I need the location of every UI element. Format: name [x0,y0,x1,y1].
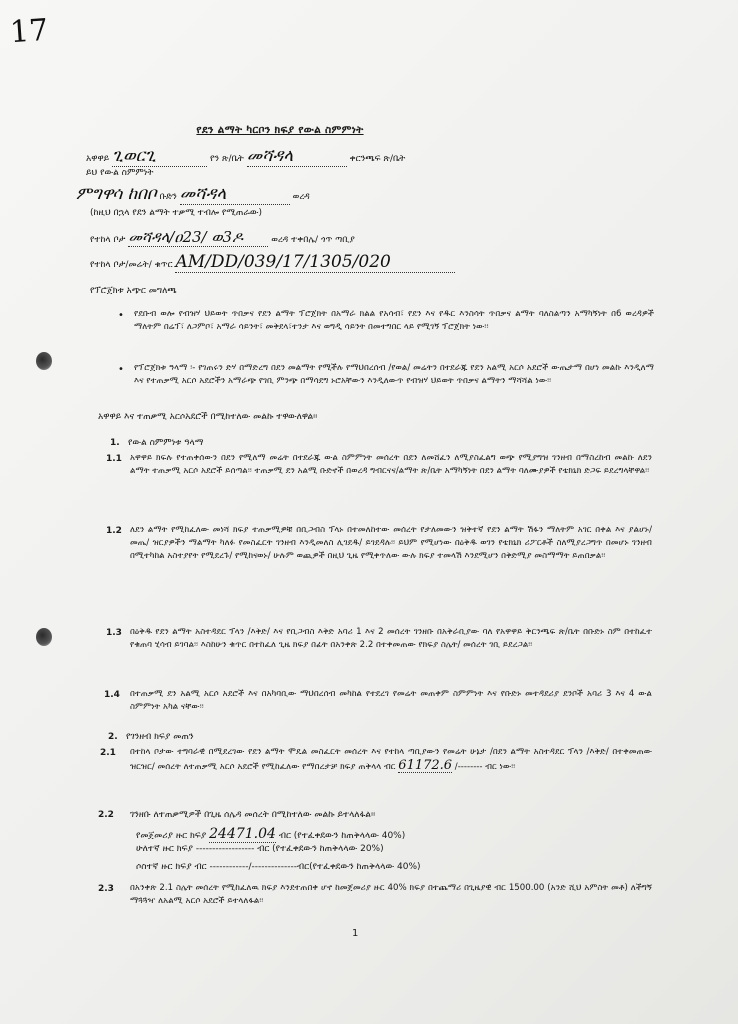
label: ሁለተኛ ዙር ክፍያ [136,844,193,854]
handwritten-page-mark: 17 [8,12,50,51]
label: ቀርንጫፍ ጽ/ቤት [349,154,406,164]
document-title: የደን ልማት ካርቦን ክፍያ የውል ስምምነት [196,124,364,136]
handwritten-name: ጊወርጊ [112,146,207,167]
intro-line: አዋዋይ እና ተጠቃሚ አርሶአደሮች በሚከተለው መልኩ ተዋውለዋል፡፡ [98,412,318,422]
clause-paragraph: አዋዋይ ክፍሉ የተጠቀሰውን በደን የሚለማ መሬት በተደራጁ ውል ስምምነት መሰረት በደን ለመሸፈን ለሚያስፈልግ ወጭ የሚያግዝ ገንዘብ በማስረከብ መልኩ ለደን ልማት ተጠቃሚ አርሶ አደሮች ይሰጣል፡፡ ተጠቃሚ ደን አልሚ ቡድኖች በወረዳ ግብርናና/ልማት ጽ/ቤት አማካኝነት በደን ልማት ባለሙያዎች የቴክኒክ ድጋፍ ይደረግላቸዋል፡፡ [130,453,652,477]
header-line-5 [90,228,355,247]
clause-number: 2.1 [100,748,116,758]
handwritten-site: መሻዳላ/ዐ23/ ወ3ዶ [128,228,268,247]
bullet-paragraph-2: የፕሮጀክቱ ዓላማ ፡- የገጠሩን ድሃ በማድረግ በደን መልማት የሚችሉ የማህበረሰብ /የወል/ መሬትን በተደራጁ የደን አልሚ አርሶ አደሮች ውጤታማ በሆነ መልኩ እንዲለማ እና የተጠቃሚ አርሶ አደሮችን አማራጭ የገቢ ምንጭ በማሳደግ ኑሮአቸውን እንዲለውጥ የብዝሃ ህይወት ጥበቃና ልማትን ማሻሻል ነው፡፡ [134,363,654,387]
header-line-3 [76,184,310,205]
clause-lead: ገንዘቡ ለተጠቃሚዎች በጊዜ ሰሌዳ መሰረት በሚከተለው መልኩ ይተላለፋል፡፡ [130,810,376,820]
handwritten-amount: 24471.04 [209,826,276,842]
bullet-dot: • [118,310,124,321]
clause-number: 1.4 [104,690,120,700]
label: አዋዋይ [86,154,110,164]
header-line-1 [86,146,405,167]
handwritten-office: መሻዳላ [247,146,347,167]
clause-number: 2.3 [98,884,114,894]
project-summary-heading: የፕሮጀክቱ አጭር መግለጫ [90,286,177,296]
label: ------------/--------------ብር(የተፈቀደውን ከጠቅላላው 40%) [209,862,421,872]
label: ብር (የተፈቀደውን ከጠቅላላው 40%) [278,831,406,841]
label: ቡድን [159,192,177,202]
punch-hole [36,628,52,646]
bullet-paragraph-1: የደቡብ ወሎ የብዝሃ ህይወት ጥበቃና የደን ልማት ፕሮጀክት በአማራ ክልል የአሳብ፣ የደን እና የዱር እንስሳት ጥበቃና ልማት ባለስልጣን አማካኝነት በ6 ወረዳዎች ማለትም በሬፕ፣ ለጋምቦ፣ አማራ ሳይንት፣ መቅደላ፣ተንታ እና ወግዲ ሳይንት በመተግበር ላይ የሚገኝ ፕሮጀክት ነው፡፡ [134,309,654,333]
clause-paragraph: በዕቅዱ የደን ልማት አስተዳደር ፕላን /እቅድ/ እና የቢጋብስ እቅድ አባሪ 1 እና 2 መሰረት ገንዘቡ በአቅራቢያው ባለ የአዋዋይ ቅርንጫፍ ጽ/ቤት በቡድኑ ስም በተከፈተ የቁጠባ ሂሳብ ይገባል፡፡ እስከሁን ቁጥር በተከፈለ ጊዜ ክፍያ በፊት በአንቀጽ 2.2 በተቀመጠው የክፍያ ስሌት/ መሰረት ገቢ ይደረጋል፡፡ [130,627,652,651]
payment-row-3 [136,862,421,872]
label: ------------------ ብር (የተፈቀደውን ከጠቅላላው 20%) [195,844,384,854]
clause-number: 1.2 [106,526,122,536]
clause-number: 1.3 [106,628,122,638]
handwritten-plot-number: AM/DD/039/17/1305/020 [175,252,455,273]
label: የን ጽ/ቤት [209,154,244,164]
label: ወረዳ [292,192,310,202]
label: የተከላ ቦታ [90,235,126,245]
punch-hole [36,352,52,370]
handwritten-beneficiary: ምግዋሳ ከበቦ [76,184,157,204]
label: የመጀመሪያ ዙር ክፍያ [136,831,207,841]
payment-row-2 [136,844,384,854]
label: ሶስተኛ ዙር ክፍያ ብር [136,862,207,872]
clause-number: 1.1 [106,454,122,464]
section-title: የውል ስምምነቱ ዓላማ [128,438,204,448]
section-title: የገንዘብ ክፍያ መጠን [126,732,194,742]
label: የተከላ ቦታ/መሬት/ ቁጥር [90,260,173,270]
section-number: 2. [108,732,118,742]
bullet-dot: • [118,364,124,375]
label: ወረዳ ተቀበሌ/ ጎጥ ጣቢያ [271,235,355,245]
clause-number: 2.2 [98,810,114,820]
clause-paragraph: በተጠቃሚ ደን አልሚ አርሶ አደሮች እና በአካባቢው ማህበረሰብ መካከል የተደረገ የመሬት መጠቀም ስምምነት እና የቡድኑ መተዳደሪያ ደንቦች አባሪ 3 እና 4 ውል ስምምነት አካል ናቸው፡፡ [130,689,652,713]
section-number: 1. [110,438,120,448]
clause-paragraph: ለደን ልማት የሚከፈለው መነሻ ክፍያ ተጠቃሚዎቹ በቢጋብስ ፕላኑ በተመለከተው መሰረት የታለመውን ዝቅተኛ የደን ልማት ሽፋን ማለትም አገር በቀል እና ያልሆኑ/መጤ/ ዝርያዎችን ማልማት ካለፉ የመስፈርት ገንዘብ እንዲመለስ ሊገደዱ/ ይገደዳሉ፡፡ ይህም የሚሆነው በዕቅዱ ወገን የቴክኒክ ሪፖርቶች ስለሚያረጋግጥ በመሆኑ ገንዘብ በሚተካከል አስተያየት የሚደረጉ/ የሚከናወኑ/ ሁሉም ወጪዎች በዚህ ጊዜ የሚቀጥለው ውሉ ክፍያ ተመላሽ እንደሚሆን በቅድሚያ መስማማት ይጠበቃል፡፡ [130,525,652,562]
clause-paragraph: በአንቀጽ 2.1 ስሌት መሰረት የሚከፈለዉ ክፍያ እንደተጠበቀ ሆኖ ከመጀመሪያ ዙር 40% ክፍያ በተጨማሪ በጊዜያዊ ብር 1500.00 (አንድ ሺህ አምስት መቶ) ለችግኝ ማጓጓዣ ለአልሚ አርሶ አደሮች ይተላለፋል፡፡ [130,883,652,907]
handwritten-woreda: መሻዳላ [180,184,290,205]
payment-row-1 [136,826,405,843]
handwritten-amount: 61172.6 [398,758,453,774]
page-number: 1 [352,928,359,939]
clause-paragraph [130,746,652,774]
clause-text: /-------- ብር ነው፡፡ [454,762,516,773]
header-line-2: ይህ የውል ስምምነት [86,168,154,178]
clause-text: በተከላ ቦታው ተግባራዊ በሚደረገው የደን ልማት ሞዴል መስፈርት መሰረት እና የተከላ ጣቢያውን የመሬት ሁኔታ /በደን ልማት አስተዳደር ፕላን /እቅድ/ በተቀመጠው ዝርዝር/ መሰረት ለተጠቃሚ አርሶ አደሮች የሚከፈለው የማበረታቻ ክፍያ ጠቅላላ ብር [130,747,652,773]
header-line-6 [90,252,455,273]
header-line-4: (ከዚህ በኋላ የደን ልማት ተቃሚ ተብሎ የሚጠራው) [90,208,263,218]
